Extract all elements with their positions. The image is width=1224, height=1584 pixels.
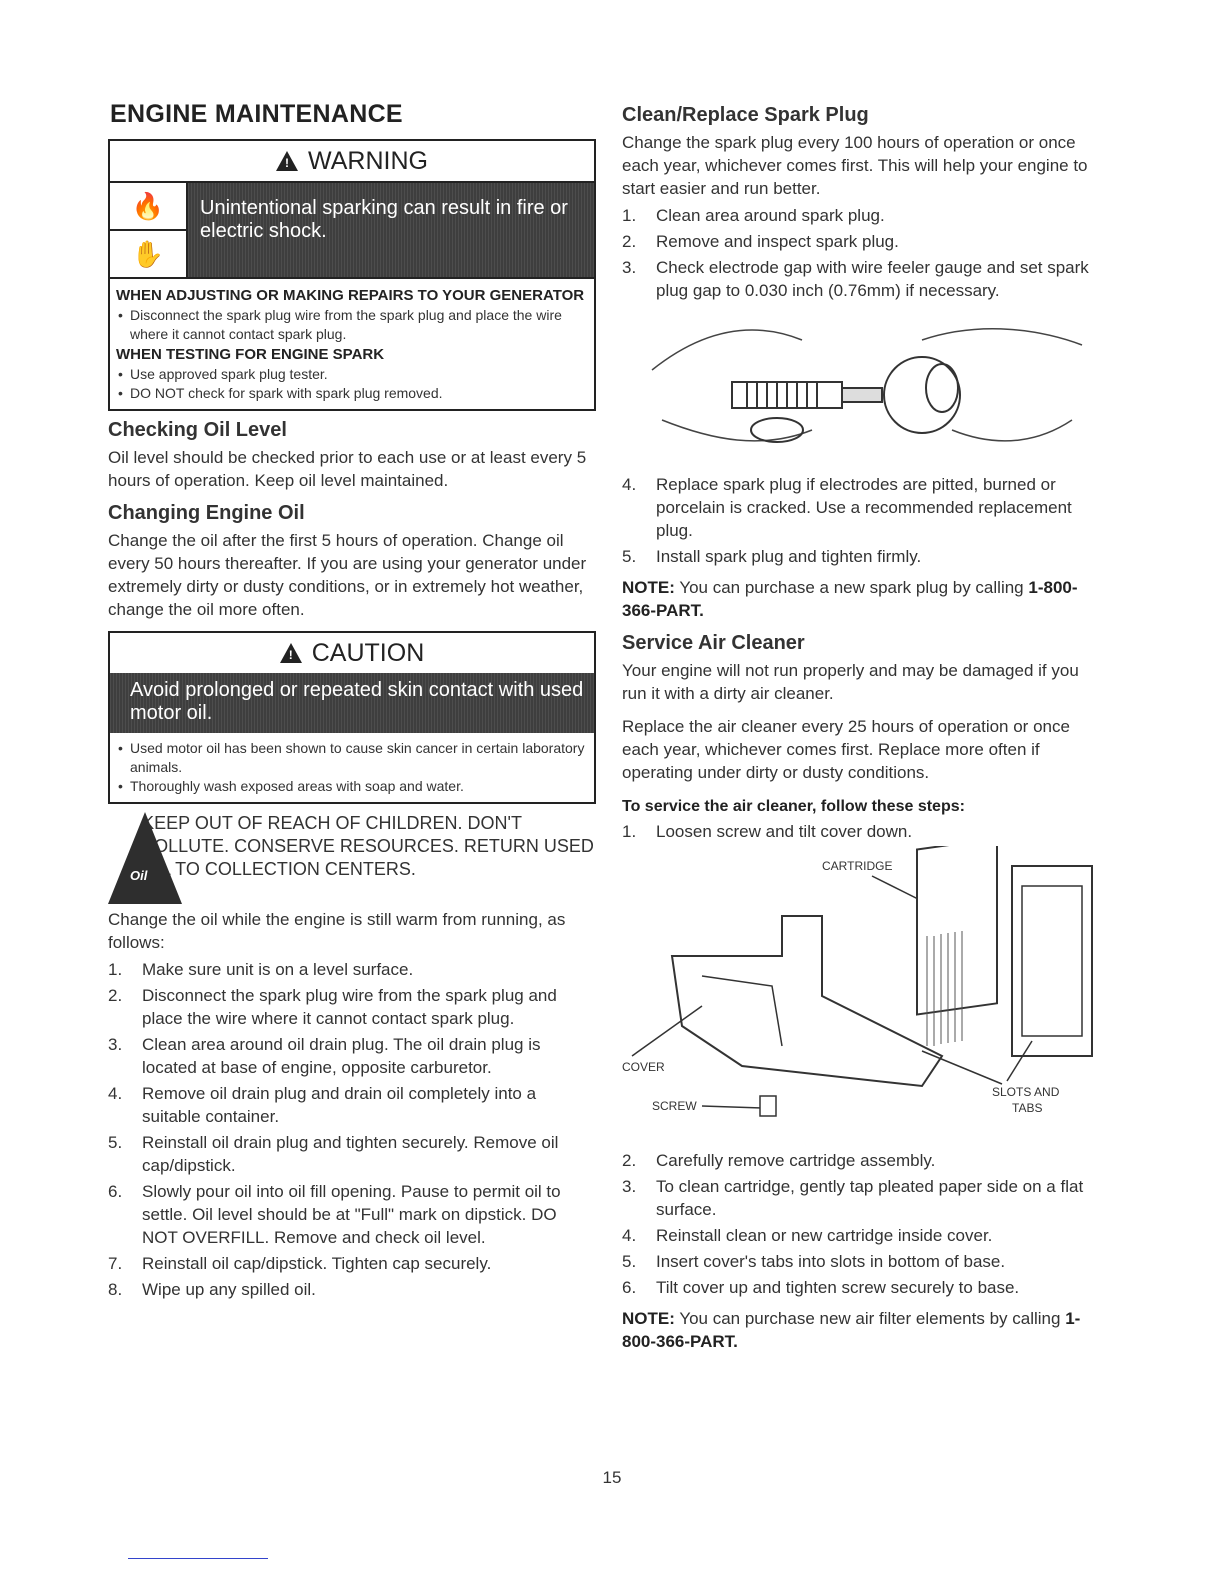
- changing-oil-text: Change the oil after the first 5 hours of operation. Change oil every 50 hours thereafter. If you are using your generator under extremely dirty or dusty conditions, or in extremely hot weather, change the oil more often.: [108, 531, 587, 619]
- list-item: 6. Slowly pour oil into oil fill opening. Pause to permit oil to settle. Oil level should be at "Full" mark on dipstick. DO NOT OVERFILL. Remove and check oil level.: [108, 1182, 561, 1247]
- list-item: 8. Wipe up any spilled oil.: [108, 1280, 316, 1299]
- spark-plug-heading: Clean/Replace Spark Plug: [622, 104, 869, 126]
- warning-subheading: WHEN ADJUSTING OR MAKING REPAIRS TO YOUR GENERATOR: [116, 287, 585, 304]
- warning-hazard-row: [110, 183, 594, 279]
- list-item: 2. Carefully remove cartridge assembly.: [622, 1151, 936, 1170]
- page-number: 15: [602, 1468, 622, 1487]
- alert-triangle-icon: !: [280, 643, 302, 663]
- list-item: 4. Replace spark plug if electrodes are pitted, burned or porcelain is cracked. Use a recommended replacement plug.: [622, 475, 1072, 540]
- checking-oil-heading: Checking Oil Level: [108, 419, 287, 441]
- warning-box: [108, 139, 596, 411]
- caution-header: [110, 633, 594, 673]
- recycle-notice: [108, 812, 596, 904]
- checking-oil-text: Oil level should be checked prior to each use or at least every 5 hours of operation. Keep oil level maintained.: [108, 448, 587, 490]
- changing-oil-heading: Changing Engine Oil: [108, 502, 305, 524]
- note-label: NOTE:: [622, 1309, 675, 1328]
- page-title: ENGINE MAINTENANCE: [110, 100, 403, 128]
- recycle-icon-label: Oil: [130, 868, 148, 883]
- spark-plug-text: Change the spark plug every 100 hours of operation or once each year, whichever comes first. This will help your engine to start easier and run better.: [622, 133, 1088, 198]
- caution-bullet: • Used motor oil has been shown to cause skin cancer in certain laboratory animals.: [116, 739, 586, 777]
- diagram-label-cover: COVER: [622, 1060, 665, 1074]
- list-item: 5. Reinstall oil drain plug and tighten securely. Remove oil cap/dipstick.: [108, 1133, 559, 1175]
- list-item: 7. Reinstall oil cap/dipstick. Tighten cap securely.: [108, 1254, 492, 1273]
- diagram-label-cartridge: CARTRIDGE: [822, 859, 893, 873]
- list-item: 4. Remove oil drain plug and drain oil completely into a suitable container.: [108, 1084, 537, 1126]
- list-item: 3. Check electrode gap with wire feeler gauge and set spark plug gap to 0.030 inch (0.76mm) if necessary.: [622, 258, 1089, 300]
- left-column: [108, 100, 596, 1309]
- recycle-text: KEEP OUT OF REACH OF CHILDREN. DON'T POLLUTE. CONSERVE RESOURCES. RETURN USED OIL TO COLLECTION CENTERS.: [142, 813, 594, 879]
- fire-icon: 🔥: [110, 183, 186, 231]
- caution-label: CAUTION: [311, 638, 425, 667]
- air-cleaner-text-1: Your engine will not run properly and may be damaged if you run it with a dirty air cleaner.: [622, 661, 1079, 703]
- list-item: 5. Insert cover's tabs into slots in bottom of base.: [622, 1252, 1006, 1271]
- warning-bullet: • Disconnect the spark plug wire from the spark plug and place the wire where it cannot contact spark plug.: [116, 306, 586, 344]
- diagram-label-slots: SLOTS AND: [992, 1085, 1060, 1099]
- list-item: 2. Remove and inspect spark plug.: [622, 232, 899, 251]
- note-phone: 1-800-366-PART.: [622, 1309, 1081, 1351]
- air-cleaner-steps-intro: To service the air cleaner, follow these steps:: [622, 798, 965, 815]
- note-label: NOTE:: [622, 578, 675, 597]
- caution-hazard-text: Avoid prolonged or repeated skin contact with used motor oil.: [110, 673, 594, 733]
- warning-icons: [110, 183, 188, 277]
- list-item: 4. Reinstall clean or new cartridge inside cover.: [622, 1226, 993, 1245]
- note-phone: 1-800-366-PART.: [622, 578, 1078, 620]
- caution-box: [108, 631, 596, 804]
- warning-bullet: • DO NOT check for spark with spark plug removed.: [116, 384, 586, 403]
- change-oil-intro: Change the oil while the engine is still warm from running, as follows:: [108, 910, 566, 952]
- spark-plug-steps-continued: [622, 473, 1108, 568]
- air-cleaner-heading: Service Air Cleaner: [622, 632, 805, 654]
- alert-triangle-icon: !: [276, 151, 298, 171]
- list-item: 1. Clean area around spark plug.: [622, 206, 885, 225]
- spark-plug-illustration: [622, 310, 1108, 465]
- air-cleaner-text-2: Replace the air cleaner every 25 hours of operation or once each year, whichever comes first. Replace more often if operating under dirty or dusty conditions.: [622, 717, 1070, 782]
- air-cleaner-illustration: [622, 846, 1102, 1136]
- air-cleaner-diagram: [622, 846, 1108, 1141]
- warning-header: [110, 141, 594, 183]
- spark-plug-note: [622, 576, 1108, 622]
- air-cleaner-steps: [622, 1149, 1108, 1299]
- diagram-label-screw: SCREW: [652, 1099, 697, 1113]
- list-item: 2. Disconnect the spark plug wire from the spark plug and place the wire where it cannot contact spark plug.: [108, 986, 557, 1028]
- warning-label: WARNING: [308, 146, 428, 175]
- caution-body: [110, 733, 594, 802]
- caution-bullet: • Thoroughly wash exposed areas with soap and water.: [116, 777, 586, 796]
- right-column: [622, 100, 1108, 1363]
- bottom-rule: [128, 1558, 268, 1559]
- list-item: 3. Clean area around oil drain plug. The oil drain plug is located at base of engine, opposite carburetor.: [108, 1035, 541, 1077]
- note-text: You can purchase new air filter elements by calling: [679, 1309, 1061, 1328]
- list-item: 5. Install spark plug and tighten firmly.: [622, 547, 922, 566]
- warning-body: [110, 279, 594, 409]
- list-item: 1. Make sure unit is on a level surface.: [108, 960, 414, 979]
- note-text: You can purchase a new spark plug by calling: [679, 578, 1024, 597]
- warning-bullet: • Use approved spark plug tester.: [116, 365, 586, 384]
- diagram-label-tabs: TABS: [1012, 1101, 1043, 1115]
- warning-hazard-text: Unintentional sparking can result in fire or electric shock.: [188, 183, 594, 277]
- electric-shock-icon: ✋: [131, 238, 165, 269]
- air-cleaner-step-1: [622, 820, 1108, 843]
- list-item: 3. To clean cartridge, gently tap pleated paper side on a flat surface.: [622, 1177, 1084, 1219]
- list-item: 1. Loosen screw and tilt cover down.: [622, 822, 913, 841]
- oil-change-steps: [108, 958, 596, 1301]
- spark-plug-gauge-image: [622, 310, 1092, 460]
- spark-plug-steps: [622, 204, 1108, 302]
- warning-subheading: WHEN TESTING FOR ENGINE SPARK: [116, 346, 385, 363]
- list-item: 6. Tilt cover up and tighten screw securely to base.: [622, 1278, 1020, 1297]
- air-cleaner-note: [622, 1307, 1108, 1353]
- recycle-oil-icon: [108, 812, 148, 904]
